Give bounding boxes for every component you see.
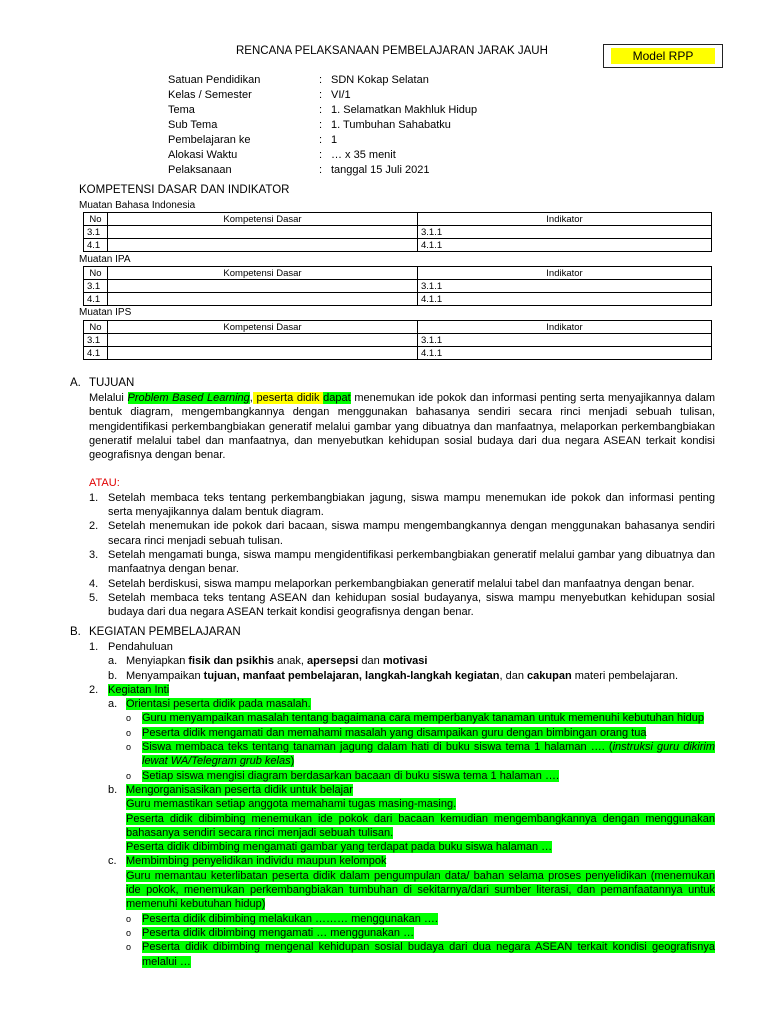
bullet-item: o Guru menyampaikan masalah tentang bagaimana cara memperbanyak tanaman untuk memenuhi kebutuhan hidup: [126, 712, 704, 725]
step-title: Orientasi peserta didik pada masalah.: [126, 698, 311, 711]
list-item-text: Setelah menemukan ide pokok dari bacaan, siswa mampu mengembangkannya dengan menggunakan bahasanya sendiri secara rinci menjadi sebuah tulisan.: [108, 520, 715, 547]
cell-no: 3.1: [84, 226, 108, 239]
muatan-label: Muatan IPS: [79, 307, 132, 318]
atau-label: ATAU:: [89, 477, 120, 490]
cell-kd: [108, 334, 418, 347]
sub-item: a. Menyiapkan fisik dan psikhis anak, apersepsi dan motivasi: [108, 655, 428, 668]
table-row: [84, 226, 712, 239]
col-header-no: No: [84, 213, 108, 226]
cell-indikator: 3.1.1: [418, 334, 712, 347]
cell-no: 4.1: [84, 293, 108, 306]
list-item: 1. Setelah membaca teks tentang perkembangbiakan jagung, siswa mampu menemukan ide pokok dan informasi penting serta menyajikannya dalam bentuk diagram.: [89, 491, 715, 519]
kd-table-bahasa: [83, 212, 712, 252]
table-row: [84, 239, 712, 252]
list-item: 1. Pendahuluan: [89, 640, 715, 654]
info-value: VI/1: [331, 89, 351, 101]
bullet-text: Guru menyampaikan masalah tentang bagaimana cara memperbanyak tanaman untuk memenuhi kebutuhan hidup: [142, 712, 704, 725]
col-header-kd: Kompetensi Dasar: [108, 267, 418, 280]
list-item-text: Setelah membaca teks tentang ASEAN dan kehidupan sosial budayanya, siswa mampu menyebutkan kehidupan sosial budaya dari dua negara ASEAN terkait kondisi geografisnya dengan benar.: [108, 591, 715, 619]
info-row: Sub Tema : 1. Tumbuhan Sahabatku: [168, 119, 451, 131]
muatan-label: Muatan IPA: [79, 254, 131, 265]
text-run: fisik dan psikhis: [188, 655, 274, 668]
cell-no: 3.1: [84, 334, 108, 347]
info-value: 1. Selamatkan Makhluk Hidup: [331, 104, 478, 116]
cell-kd: [108, 239, 418, 252]
list-item-text: Setelah membaca teks tentang perkembangbiakan jagung, siswa mampu menemukan ide pokok dan informasi penting serta menyajikannya dalam bentuk diagram.: [108, 491, 715, 519]
cell-kd: [108, 347, 418, 360]
bullet-item: o Peserta didik dibimbing mengamati … menggunakan …: [126, 926, 415, 939]
text-run: motivasi: [382, 655, 428, 668]
info-label: Tema: [168, 104, 195, 116]
step-text: Guru memastikan setiap anggota memahami tugas masing-masing.: [126, 798, 457, 811]
text-run: , dan: [499, 669, 528, 682]
info-value: tanggal 15 Juli 2021: [331, 164, 430, 176]
cell-indikator: 4.1.1: [418, 239, 712, 252]
cell-kd: [108, 226, 418, 239]
identity-table: [168, 73, 477, 178]
cell-indikator: 4.1.1: [418, 293, 712, 306]
table-row: [84, 347, 712, 360]
kd-heading: KOMPETENSI DASAR DAN INDIKATOR: [79, 184, 290, 196]
info-value: SDN Kokap Selatan: [331, 74, 429, 86]
cell-indikator: 3.1.1: [418, 226, 712, 239]
info-value: 1. Tumbuhan Sahabatku: [331, 119, 451, 131]
bullet-item: o Setiap siswa mengisi diagram berdasarkan bacaan di buku siswa tema 1 halaman ….: [126, 769, 559, 782]
cell-no: 3.1: [84, 280, 108, 293]
kegiatan-section: [70, 624, 715, 969]
list-item-text: Setelah mengamati bunga, siswa mampu mengidentifikasi perkembangbiakan generatif melalui gambar yang dibuatnya dan manfaatnya dengan benar.: [108, 548, 715, 576]
bullet-item: o Siswa membaca teks tentang tanaman jagung dalam hati di buku siswa tema 1 halaman …. (instruksi guru dikirim lewat WA/Telegram grub kelas): [126, 741, 715, 768]
info-row: Satuan Pendidikan : SDN Kokap Selatan: [168, 74, 429, 86]
section-title: TUJUAN: [89, 377, 135, 389]
bullet-text: Peserta didik dibimbing mengenal kehidupan sosial budaya dari dua negara ASEAN terkait kondisi geografisnya melalui …: [142, 941, 715, 968]
table-row: [84, 293, 712, 306]
highlight-pbl: Problem Based Learning: [127, 392, 250, 404]
info-label: Alokasi Waktu: [168, 149, 238, 161]
info-label: Pelaksanaan: [168, 164, 232, 176]
col-header-kd: Kompetensi Dasar: [108, 213, 418, 226]
text-run: dan: [358, 655, 383, 668]
kegiatan-heading: [70, 624, 715, 640]
section-title: KEGIATAN PEMBELAJARAN: [89, 626, 241, 638]
model-badge: [603, 44, 723, 68]
step-title: Membimbing penyelidikan individu maupun kelompok: [126, 855, 387, 868]
table-row: [84, 280, 712, 293]
bullet-text: Setiap siswa mengisi diagram berdasarkan bacaan di buku siswa tema 1 halaman ….: [142, 769, 559, 782]
tujuan-section: [70, 375, 715, 619]
list-item: 2. Setelah menemukan ide pokok dari bacaan, siswa mampu mengembangkannya dengan menggunakan bahasanya sendiri secara rinci menjadi sebuah tulisan.: [89, 520, 715, 547]
text-run: cakupan: [527, 669, 572, 682]
text-run: tujuan, manfaat pembelajaran, langkah-langkah kegiatan: [203, 669, 500, 682]
document-title: RENCANA PELAKSANAAN PEMBELAJARAN JARAK JAUH: [236, 45, 548, 57]
tujuan-paragraph: [70, 391, 715, 462]
text-run: materi pembelajaran.: [571, 669, 679, 682]
list-item: 3. Setelah mengamati bunga, siswa mampu mengidentifikasi perkembangbiakan generatif melalui gambar yang dibuatnya dan manfaatnya dengan benar.: [89, 548, 715, 576]
text-run: apersepsi: [307, 655, 359, 668]
info-label: Kelas / Semester: [168, 89, 252, 101]
cell-kd: [108, 280, 418, 293]
tujuan-list: [70, 491, 715, 620]
kegiatan-list: [70, 640, 715, 969]
kd-table-ipa: [83, 266, 712, 306]
text-run: menemukan ide pokok dan informasi penting serta menyajikannya dalam bentuk diagram, mengembangkannya dengan menggunakan bahasanya sendiri secara rinci menjadi sebuah tulisan, mengidentifikasi perkembangbiakan generatif melalui gambar yang dibuatnya dan manfaatnya, melaporkan perkembangbiakan generatif melalui tabel dan manfaatnya, dan menyebutkan kehidupan sosial budaya dari dua negara ASEAN terkait kondisi geografisnya dengan benar.: [89, 392, 716, 462]
col-header-no: No: [84, 321, 108, 334]
sub-item: a. Orientasi peserta didik pada masalah.: [108, 698, 311, 711]
model-badge-label: Model RPP: [611, 48, 715, 64]
cell-no: 4.1: [84, 347, 108, 360]
list-item-text: Pendahuluan: [108, 641, 173, 653]
kd-table-ips: [83, 320, 712, 360]
cell-indikator: 3.1.1: [418, 280, 712, 293]
step-text: Guru memantau keterlibatan peserta didik dalam pengumpulan data/ bahan selama proses penyelidikan (menemukan ide pokok, menemukan perkembangbiakan tumbuhan di sekitarnya/dari sumber literasi, dan pemanfaatannya untuk memenuhi kebutuhan hidup): [126, 869, 715, 911]
col-header-indikator: Indikator: [418, 267, 712, 280]
cell-no: 4.1: [84, 239, 108, 252]
col-header-indikator: Indikator: [418, 213, 712, 226]
list-item-text: Kegiatan Inti: [108, 683, 170, 696]
list-item-text: Setelah berdiskusi, siswa mampu melaporkan perkembangbiakan generatif melalui tabel dan manfaatnya dengan benar.: [108, 577, 695, 590]
info-row: Kelas / Semester : VI/1: [168, 89, 351, 101]
step-title: Mengorganisasikan peserta didik untuk belajar: [126, 783, 353, 796]
bullet-item: o Peserta didik dibimbing mengenal kehidupan sosial budaya dari dua negara ASEAN terkait kondisi geografisnya melalui …: [126, 941, 715, 968]
table-row: [84, 334, 712, 347]
info-row: Tema : 1. Selamatkan Makhluk Hidup: [168, 104, 478, 116]
list-item: 2. Kegiatan Inti: [89, 683, 170, 696]
muatan-label: Muatan Bahasa Indonesia: [79, 200, 196, 211]
section-letter: B.: [70, 626, 81, 638]
bullet-text: ): [290, 755, 295, 768]
info-label: Satuan Pendidikan: [168, 74, 261, 86]
info-row: Pembelajaran ke : 1: [168, 134, 338, 146]
info-row: Pelaksanaan : tanggal 15 Juli 2021: [168, 164, 430, 176]
text-run: Melalui: [89, 392, 128, 404]
col-header-no: No: [84, 267, 108, 280]
step-text: dibimbing menemukan ide pokok dari bacaan kemudian mengembangkannya dengan menggunakan bahasanya sendiri secara rinci menjadi sebuah tulisan.: [126, 812, 715, 839]
list-item: 5. Setelah membaca teks tentang ASEAN dan kehidupan sosial budayanya, siswa mampu menyebutkan kehidupan sosial budaya dari dua negara ASEAN terkait kondisi geografisnya dengan benar.: [89, 591, 715, 619]
highlight-peserta: peserta didik: [252, 392, 324, 404]
info-value: 1: [331, 134, 338, 146]
text-run: ,: [249, 392, 253, 404]
bullet-text: Siswa membaca teks tentang tanaman jagung dalam hati di buku siswa tema 1 halaman …. (: [142, 741, 613, 754]
bullet-item: o Peserta didik dibimbing melakukan ……… menggunakan ….: [126, 912, 438, 925]
text-run: Menyiapkan: [126, 655, 189, 668]
bullet-text: Peserta didik mengamati dan memahami masalah yang disampaikan guru dengan bimbingan orang tua: [142, 726, 647, 739]
sub-item: b. Menyampaikan tujuan, manfaat pembelajaran, langkah-langkah kegiatan, dan cakupan materi pembelajaran.: [108, 669, 679, 682]
bullet-text-italic: instruksi guru dikirim lewat WA/Telegram grub kelas: [142, 741, 715, 768]
bullet-text: Peserta didik dibimbing melakukan ……… menggunakan ….: [142, 912, 438, 925]
tujuan-heading: [70, 375, 715, 391]
cell-kd: [108, 293, 418, 306]
info-label: Pembelajaran ke: [168, 134, 251, 146]
info-row: Alokasi Waktu : … x 35 menit: [168, 149, 396, 161]
step-text: Peserta didik: [126, 812, 193, 825]
bullet-text: Peserta didik dibimbing mengamati … menggunakan …: [142, 926, 415, 939]
col-header-kd: Kompetensi Dasar: [108, 321, 418, 334]
step-text: Peserta didik dibimbing mengamati gambar yang terdapat pada buku siswa halaman …: [126, 841, 553, 854]
text-run: anak,: [273, 655, 307, 668]
text-run: Menyampaikan: [126, 669, 204, 682]
cell-indikator: 4.1.1: [418, 347, 712, 360]
sub-item: c. Membimbing penyelidikan individu maupun kelompok: [108, 855, 387, 868]
section-letter: A.: [70, 377, 81, 389]
highlight-dapat: dapat: [323, 392, 351, 404]
sub-item: b. Mengorganisasikan peserta didik untuk belajar: [108, 783, 353, 796]
col-header-indikator: Indikator: [418, 321, 712, 334]
list-item: 4. Setelah berdiskusi, siswa mampu melaporkan perkembangbiakan generatif melalui tabel dan manfaatnya dengan benar.: [89, 577, 715, 591]
info-value: … x 35 menit: [331, 149, 396, 161]
bullet-item: o Peserta didik mengamati dan memahami masalah yang disampaikan guru dengan bimbingan orang tua: [126, 726, 647, 739]
info-label: Sub Tema: [168, 119, 218, 131]
